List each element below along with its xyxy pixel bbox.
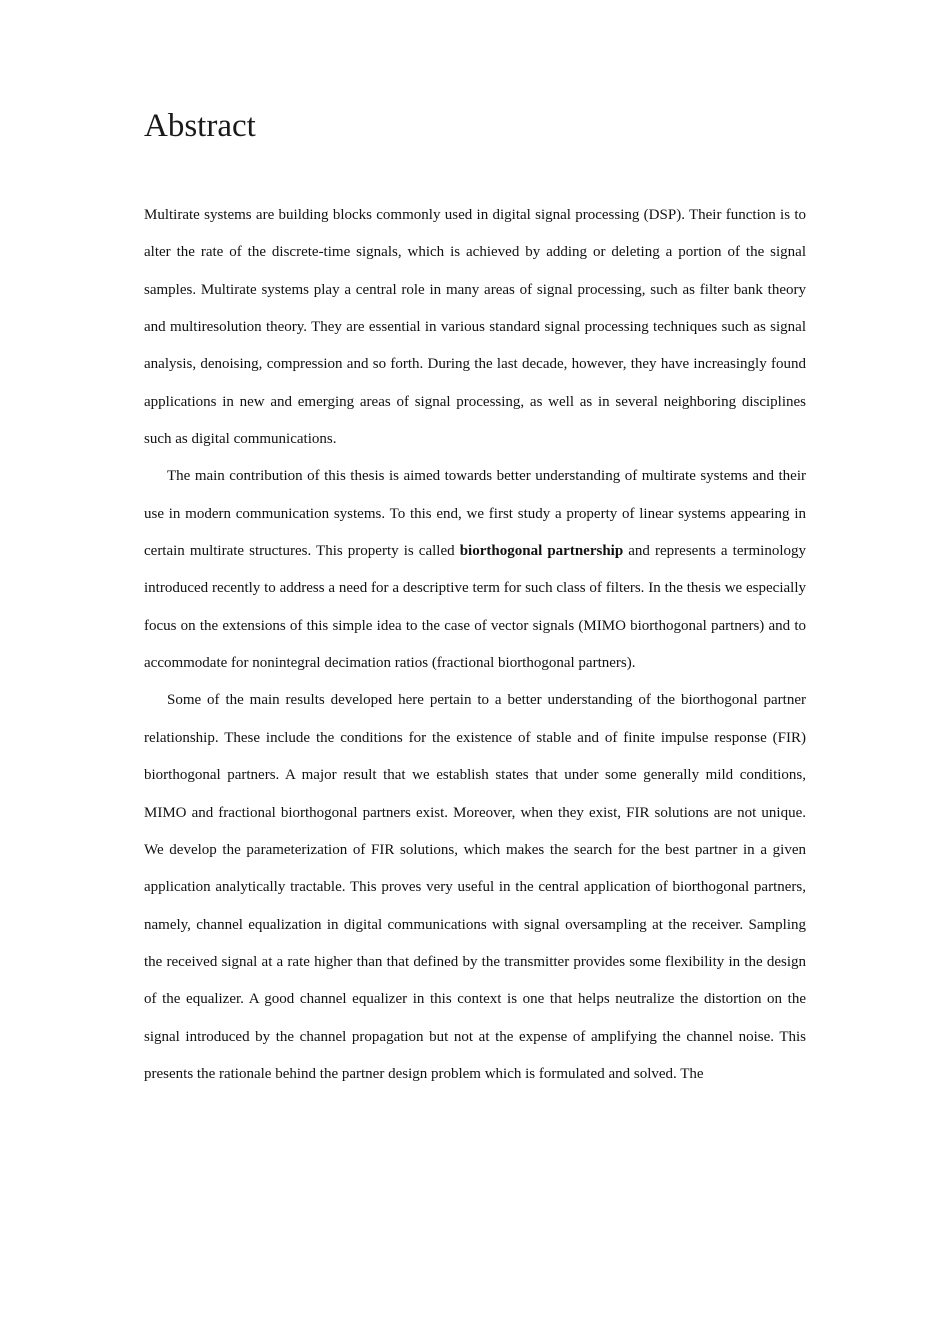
paragraph-2-text-after: and represents a terminology introduced recently to address a need for a descriptive term for such class of filters. In the thesis we especially focus on the extensions of this simple idea to the case of vector signals (MIMO biorthogonal partners) and to accommodate for nonintegral decimation ratios (fractional biorthogonal partners).	[144, 543, 806, 672]
paragraph-2-text-before: The main contribution of this thesis is aimed towards better understanding of multirate systems and their use in modern communication systems. To this end, we first study a property of linear systems appearing in certain multirate structures. This property is called	[144, 468, 806, 560]
abstract-paragraph-2	[144, 458, 806, 682]
abstract-paragraph-3: Some of the main results developed here pertain to a better understanding of the biorthogonal partner relationship. These include the conditions for the existence of stable and of finite impulse response (FIR) biorthogonal partners. A major result that we establish states that under some generally mild conditions, MIMO and fractional biorthogonal partners exist. Moreover, when they exist, FIR solutions are not unique. We develop the parameterization of FIR solutions, which makes the search for the best partner in a given application analytically tractable. This proves very useful in the central application of biorthogonal partners, namely, channel equalization in digital communications with signal oversampling at the receiver. Sampling the received signal at a rate higher than that defined by the transmitter provides some flexibility in the design of the equalizer. A good channel equalizer in this context is one that helps neutralize the distortion on the signal introduced by the channel propagation but not at the expense of amplifying the channel noise. This presents the rationale behind the partner design problem which is formulated and solved. The	[144, 692, 806, 1082]
page-title: Abstract	[144, 108, 256, 144]
term-biorthogonal-partnership: biorthogonal partnership	[459, 543, 624, 560]
abstract-body	[144, 197, 806, 1093]
abstract-paragraph-1: Multirate systems are building blocks commonly used in digital signal processing (DSP). Their function is to alter the rate of the discrete-time signals, which is achieved by adding or deleting a portion of the signal samples. Multirate systems play a central role in many areas of signal processing, such as filter bank theory and multiresolution theory. They are essential in various standard signal processing techniques such as signal analysis, denoising, compression and so forth. During the last decade, however, they have increasingly found applications in new and emerging areas of signal processing, as well as in several neighboring disciplines such as digital communications.	[144, 207, 806, 448]
